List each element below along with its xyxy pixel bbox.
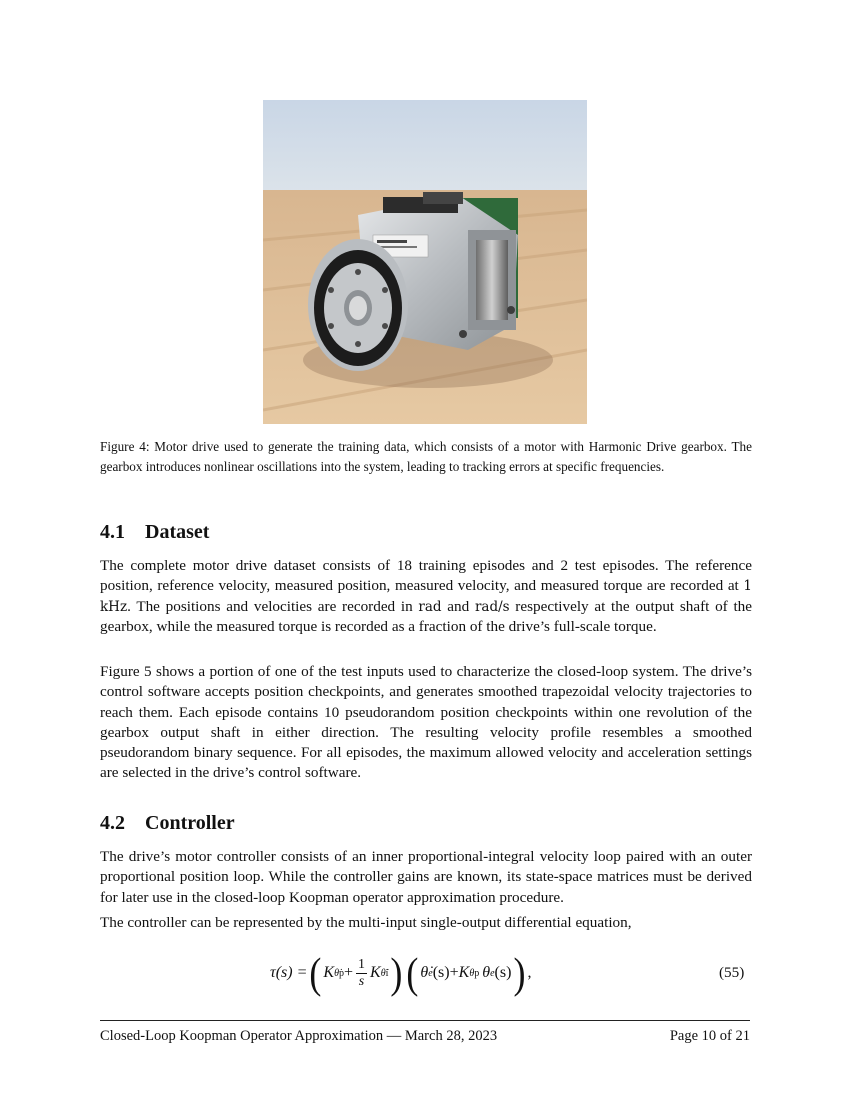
eq-k: K xyxy=(323,964,335,981)
eq-k: K xyxy=(458,964,470,981)
dataset-paragraph-1 xyxy=(100,556,752,637)
eq-numerator: 1 xyxy=(358,956,366,972)
eq-arg: (s) xyxy=(432,964,450,981)
motor-drive-illustration xyxy=(263,100,587,424)
eq-k: K xyxy=(370,964,381,981)
eq-plus: + xyxy=(449,964,459,981)
eq-sup: e xyxy=(490,967,495,979)
text-run: and xyxy=(441,597,475,615)
unit-khz: 1 kHz xyxy=(100,578,752,615)
page-number: Page 10 of 21 xyxy=(669,1028,750,1044)
eq-theta: θ xyxy=(482,964,491,981)
footer-rule xyxy=(100,1020,750,1021)
eq-sub: p xyxy=(339,967,344,979)
eq-fraction xyxy=(356,957,367,990)
eq-paren: ) xyxy=(390,949,403,997)
unit-rad: rad xyxy=(418,598,442,615)
footer-title: Closed-Loop Koopman Operator Approximation — March 28, 2023 xyxy=(100,1028,498,1044)
motor-drive-photo xyxy=(263,100,587,424)
section-heading-dataset xyxy=(100,521,209,544)
eq-arg: (s) xyxy=(494,964,512,981)
eq-sup: e xyxy=(428,967,433,979)
dataset-paragraph-2: Figure 5 shows a portion of one of the test inputs used to characterize the closed-loop system. The drive’s control software accepts position checkpoints, and generates smoothed trapezoidal velocity trajectories to reach them. Each episode contains 10 pseudorandom position checkpoints within one revolution of the gearbox output shaft in either direction. The resulting velocity profile resembles a smoothed pseudorandom binary sequence. For all episodes, the maximum allowed velocity and acceleration settings are selected in the drive’s control software. xyxy=(100,663,752,782)
section-number: 4.1 xyxy=(100,521,125,543)
section-number: 4.2 xyxy=(100,812,125,834)
eq-sup: θ̇ xyxy=(334,967,339,979)
controller-paragraph-1: The drive’s motor controller consists of an inner proportional-integral velocity loop paired with an outer proportional position loop. While the controller gains are known, its state-space matrices must be derived for later use in the closed-loop Koopman operator approximation procedure. xyxy=(100,848,752,906)
text-run: respectively at the output shaft of the gearbox, while the measured torque is recorded as a fraction of the drive’s full-scale torque. xyxy=(100,597,753,635)
eq-comma: , xyxy=(527,964,532,981)
eq-thetadot: θ̇ xyxy=(420,964,429,981)
equation-number: (55) xyxy=(719,964,745,981)
eq-sup: θ̇ xyxy=(380,967,386,979)
section-title: Dataset xyxy=(145,521,210,543)
unit-rad-per-s: rad/s xyxy=(474,598,510,615)
section-heading-controller xyxy=(100,812,235,835)
eq-lhs: τ(s) = xyxy=(270,964,308,981)
eq-denominator: s xyxy=(358,973,365,989)
eq-paren: ( xyxy=(309,949,322,997)
figure-caption: Figure 4: Motor drive used to generate the training data, which consists of a motor with Harmonic Drive gearbox. The gearbox introduces nonlinear oscillations into the system, leading to tracking errors at specific frequencies. xyxy=(100,439,752,474)
equation-55 xyxy=(270,948,531,998)
text-run: . The positions and velocities are recorded in xyxy=(127,597,419,615)
controller-paragraph-2: The controller can be represented by the multi-input single-output differential equation, xyxy=(100,914,632,931)
eq-sub: p xyxy=(474,967,480,979)
eq-plus: + xyxy=(344,964,354,981)
text-run: The complete motor drive dataset consists of 18 training episodes and 2 test episodes. The reference position, reference velocity, measured position, measured velocity, and measured torque are recorded at xyxy=(100,557,752,595)
section-title: Controller xyxy=(145,812,235,834)
eq-sub: i xyxy=(385,967,389,979)
eq-paren: ( xyxy=(406,949,419,997)
eq-paren: ) xyxy=(513,949,526,997)
eq-sup: θ xyxy=(469,967,475,979)
